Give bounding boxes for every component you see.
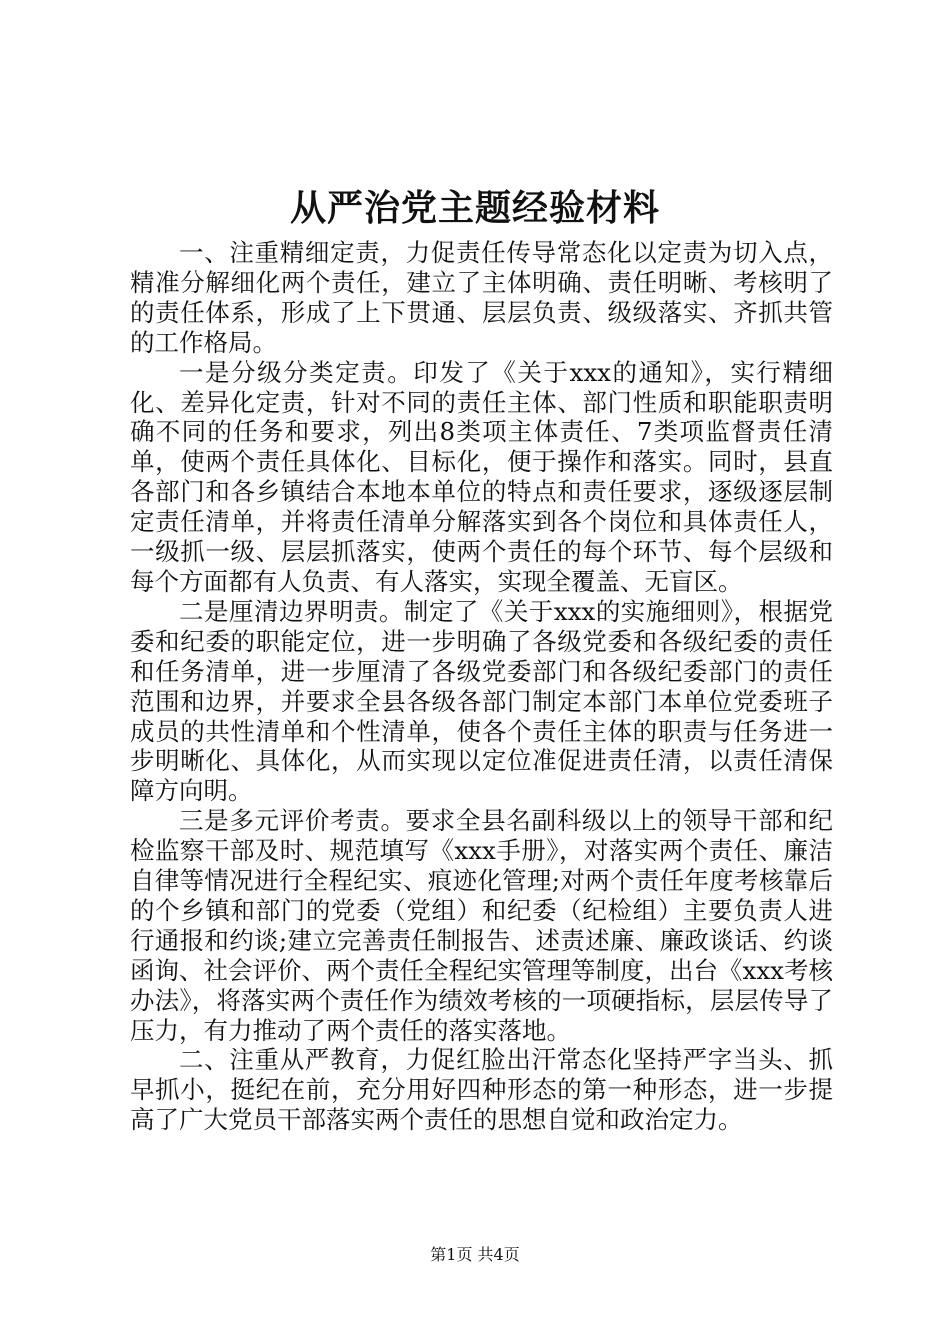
paragraph: 二、注重从严教育，力促红脸出汗常态化坚持严字当头、抓早抓小，挺纪在前，充分用好四种形态的第一种形态，进一步提高了广大党员干部落实两个责任的思想自觉和政治定力。: [130, 1045, 833, 1135]
document-body: [130, 238, 833, 1135]
paragraph: 一、注重精细定责，力促责任传导常态化以定责为切入点，精准分解细化两个责任，建立了主体明确、责任明晰、考核明了的责任体系，形成了上下贯通、层层负责、级级落实、齐抓共管的工作格局。: [130, 238, 833, 357]
paragraph: 三是多元评价考责。要求全县名副科级以上的领导干部和纪检监察干部及时、规范填写《xxx手册》，对落实两个责任、廉洁自律等情况进行全程纪实、痕迹化管理;对两个责任年度考核靠后的个乡镇和部门的党委（党组）和纪委（纪检组）主要负责人进行通报和约谈;建立完善责任制报告、述责述廉、廉政谈话、约谈函询、社会评价、两个责任全程纪实管理等制度，出台《xxx考核办法》，将落实两个责任作为绩效考核的一项硬指标，层层传导了压力，有力推动了两个责任的落实落地。: [130, 806, 833, 1045]
paragraph: 一是分级分类定责。印发了《关于xxx的通知》，实行精细化、差异化定责，针对不同的责任主体、部门性质和职能职责明确不同的任务和要求，列出8类项主体责任、7类项监督责任清单，使两个责任具体化、目标化，便于操作和落实。同时，县直各部门和各乡镇结合本地本单位的特点和责任要求，逐级逐层制定责任清单，并将责任清单分解落实到各个岗位和具体责任人，一级抓一级、层层抓落实，使两个责任的每个环节、每个层级和每个方面都有人负责、有人落实，实现全覆盖、无盲区。: [130, 357, 833, 596]
document-title: 从严治党主题经验材料: [289, 187, 660, 229]
page-number-footer: 第1页 共4页: [430, 1245, 520, 1264]
paragraph: 二是厘清边界明责。制定了《关于xxx的实施细则》，根据党委和纪委的职能定位，进一步明确了各级党委和各级纪委的责任和任务清单，进一步厘清了各级党委部门和各级纪委部门的责任范围和边界，并要求全县各级各部门制定本部门本单位党委班子成员的共性清单和个性清单，使各个责任主体的职责与任务进一步明晰化、具体化，从而实现以定位准促进责任清，以责任清保障方向明。: [130, 596, 833, 806]
